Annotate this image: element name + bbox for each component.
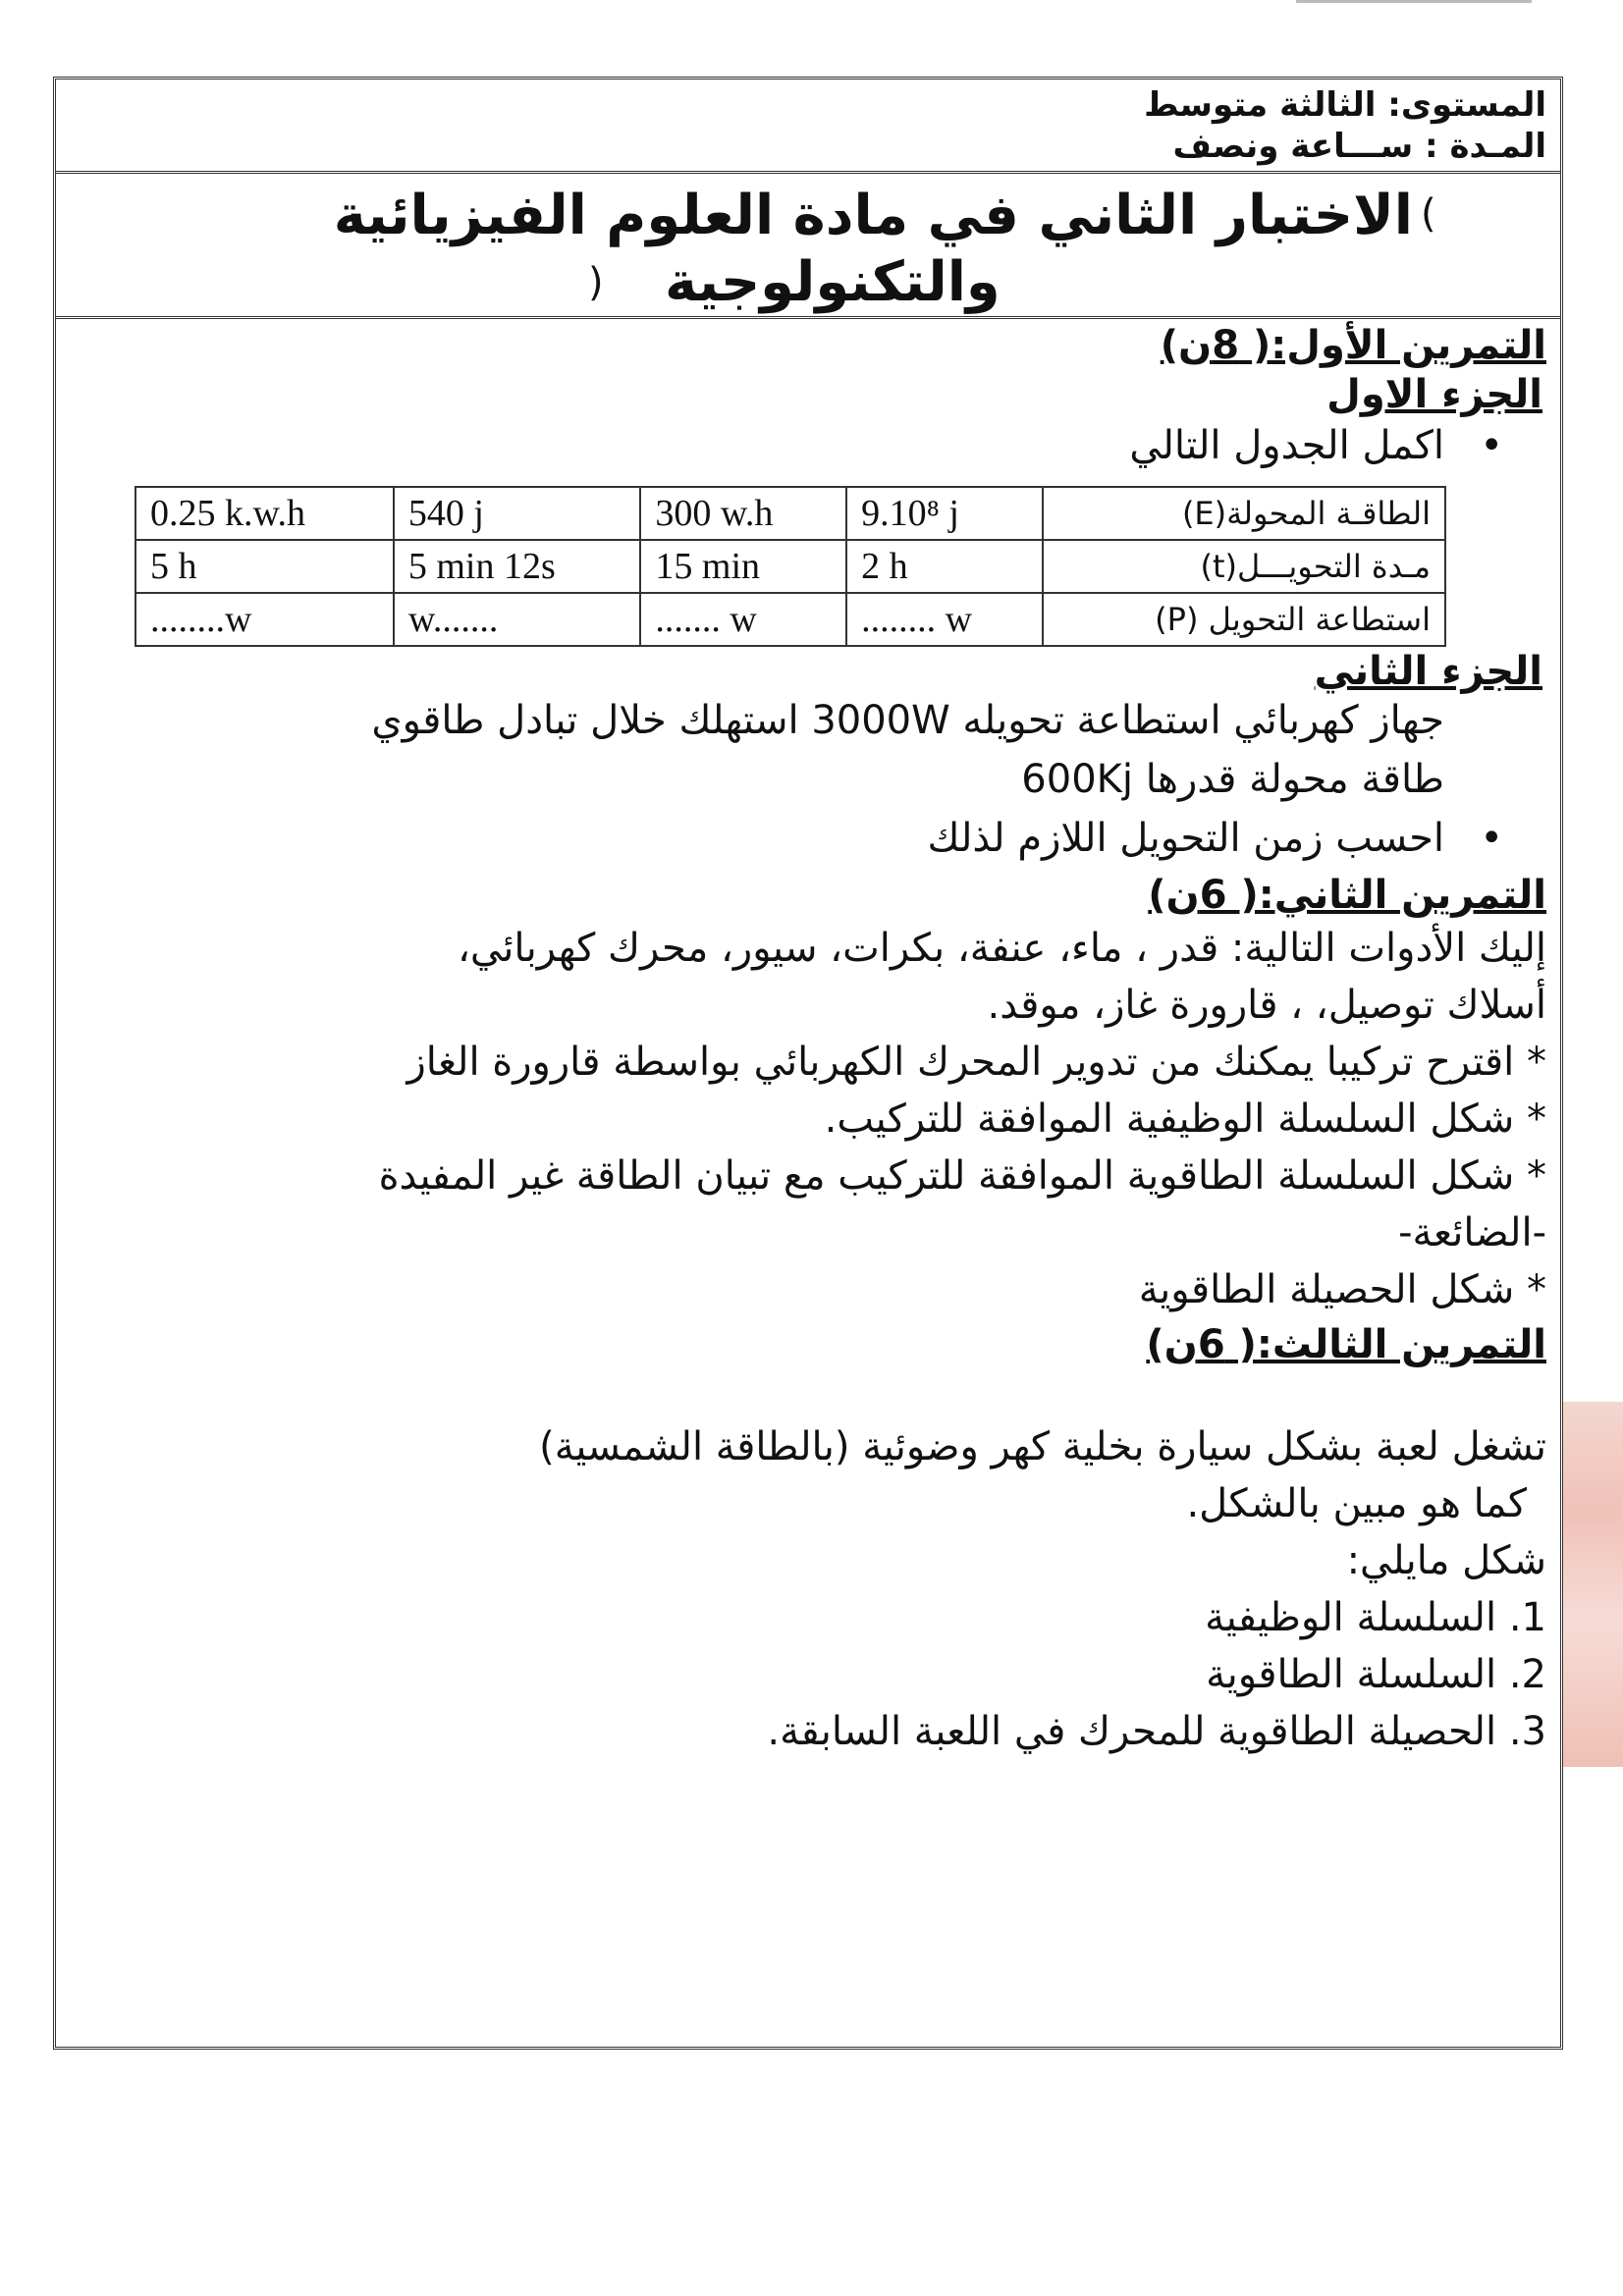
table-row — [135, 487, 1445, 540]
exercise2-line2: أسلاك توصيل، ، قارورة غاز، موقد. — [987, 983, 1546, 1028]
part2-question: • احسب زمن التحويل اللازم لذلك — [928, 816, 1444, 861]
row-label: الطاقـة المحولة(E) — [1043, 487, 1445, 540]
exercise3-line3: شكل مايلي: — [1346, 1538, 1546, 1583]
exercise2-item2: * شكل السلسلة الوظيفية الموافقة للتركيب. — [824, 1096, 1546, 1142]
exam-title-line1: الاختبار الثاني في مادة العلوم الفيزيائية — [333, 184, 1413, 247]
table-cell: 5 h — [135, 540, 394, 593]
table-cell: 5 min 12s — [394, 540, 641, 593]
table-cell: ........w — [135, 593, 394, 646]
exercise3-line1: تشغل لعبة بشكل سيارة بخلية كهر وضوئية (بالطاقة الشمسية) — [539, 1424, 1546, 1469]
table-cell: w....... — [394, 593, 641, 646]
table-cell: 0.25 k.w.h — [135, 487, 394, 540]
row-label: مـدة التحويـــل(t) — [1043, 540, 1445, 593]
table-cell: 540 j — [394, 487, 641, 540]
exercise2-heading: التمرين الثاني:( 6ن) — [1148, 873, 1546, 918]
table-cell: 15 min — [640, 540, 846, 593]
exercise3-item3: 3. الحصيلة الطاقوية للمحرك في اللعبة السابقة. — [767, 1709, 1546, 1754]
table-cell: 2 h — [846, 540, 1043, 593]
exercise3-item1: 1. السلسلة الوظيفية — [1205, 1595, 1546, 1640]
photo-edge-image — [1563, 1402, 1623, 1767]
part2-line1: جهاز كهربائي استطاعة تحويله 3000W استهلك خلال تبادل طاقوي — [371, 698, 1444, 743]
exam-title-line2: والتكنولوجية — [665, 250, 1001, 314]
row-label: استطاعة التحويل (P) — [1043, 593, 1445, 646]
exercise3-item2: 2. السلسلة الطاقوية — [1206, 1652, 1546, 1697]
level-label: المستوى: الثالثة متوسط — [1144, 85, 1546, 125]
title-paren-open: ( — [1421, 191, 1436, 237]
table-cell: 300 w.h — [640, 487, 846, 540]
exercise3-heading: التمرين الثالث:( 6ن) — [1146, 1322, 1546, 1367]
title-paren-close: ) — [588, 260, 604, 305]
duration-label: المـدة : ســـاعة ونصف — [1172, 127, 1546, 166]
table-row — [135, 540, 1445, 593]
exercise1-heading: التمرين الأول:( 8ن) — [1160, 323, 1546, 368]
table-row — [135, 593, 1445, 646]
table-cell: ........ w — [846, 593, 1043, 646]
conversion-table — [135, 486, 1446, 647]
top-rule — [1296, 0, 1532, 3]
exercise3-line2: كما هو مبين بالشكل. — [1186, 1481, 1527, 1526]
header-box — [56, 80, 1560, 174]
table-cell: ....... w — [640, 593, 846, 646]
exam-frame — [53, 77, 1563, 2050]
part1-heading: الجزء الاول — [1326, 372, 1542, 417]
title-box — [56, 174, 1560, 319]
exercise2-item1: * اقترح تركيبا يمكنك من تدوير المحرك الكهربائي بواسطة قارورة الغاز — [406, 1040, 1546, 1085]
table-cell: 9.10⁸ j — [846, 487, 1043, 540]
part2-line2: طاقة محولة قدرها 600Kj — [1021, 757, 1444, 802]
table-instruction: • اكمل الجدول التالي — [1129, 423, 1444, 468]
part2-heading: الجزء الثاني — [1314, 649, 1542, 694]
exercise2-item3: * شكل السلسلة الطاقوية الموافقة للتركيب مع تبيان الطاقة غير المفيدة — [378, 1153, 1546, 1199]
exercise2-item4: * شكل الحصيلة الطاقوية — [1138, 1267, 1546, 1312]
exercise2-item3-cont: -الضائعة- — [1398, 1210, 1546, 1255]
exercise2-line1: إليك الأدوات التالية: قدر ، ماء، عنفة، بكرات، سيور، محرك كهربائي، — [458, 926, 1546, 971]
